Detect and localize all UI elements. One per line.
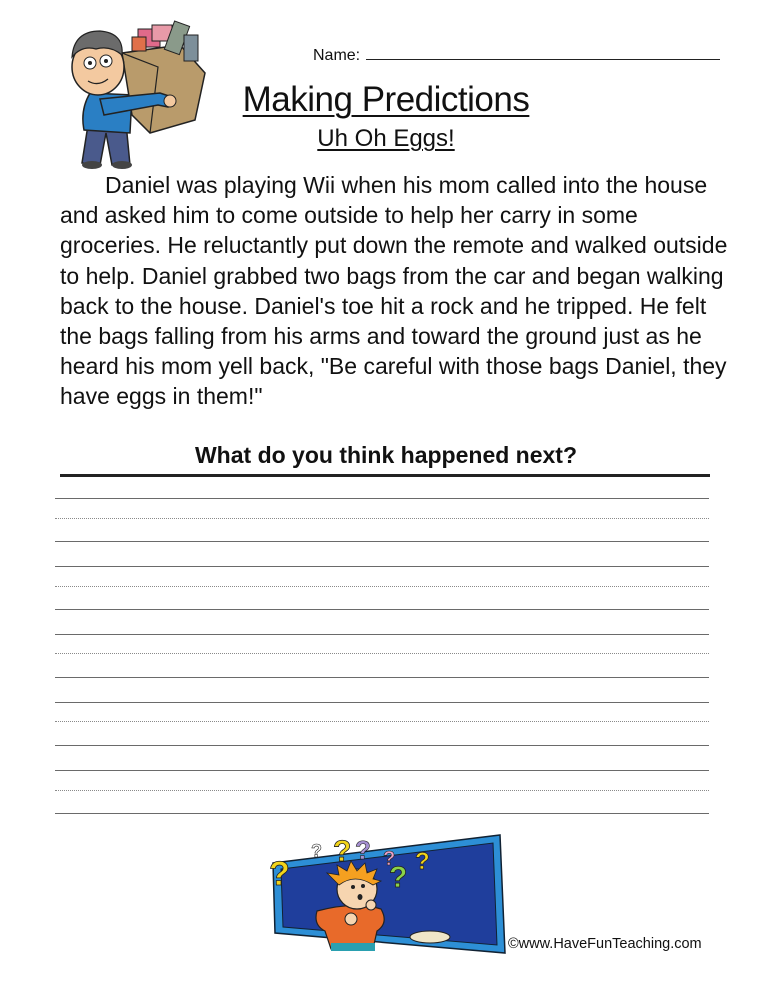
writing-line-top[interactable] [55, 498, 709, 499]
writing-line-base[interactable] [55, 677, 709, 678]
svg-text:?: ? [269, 855, 290, 893]
writing-line-base[interactable] [55, 813, 709, 814]
writing-line-mid[interactable] [55, 721, 709, 722]
writing-line-base[interactable] [55, 609, 709, 610]
svg-text:?: ? [355, 835, 371, 865]
name-field[interactable] [313, 46, 720, 65]
svg-text:?: ? [415, 848, 430, 875]
writing-line-base[interactable] [55, 745, 709, 746]
name-blank-line[interactable] [366, 46, 720, 60]
writing-line-top[interactable] [55, 634, 709, 635]
question-marks-boy-icon [255, 825, 510, 955]
svg-text:?: ? [311, 841, 322, 861]
writing-line-mid[interactable] [55, 586, 709, 587]
question-prompt: What do you think happened next? [194, 442, 578, 468]
story-text: Daniel was playing Wii when his mom called into the house and asked him to come outside to help her carry in some groceries. He reluctantly put down the remote and walked outside to help. Daniel grabbed two bags from the car and began walking back to the house. Daniel's toe hit a rock and he tripped. He felt the bags falling from his arms and toward the ground just as he heard his mom yell back, "Be careful with those bags Daniel, they have eggs in them!" [60, 172, 728, 410]
svg-text:?: ? [333, 835, 352, 868]
name-label: Name: [313, 47, 361, 64]
svg-text:?: ? [383, 848, 396, 870]
copyright-footer: ©www.HaveFunTeaching.com [508, 936, 702, 952]
svg-text:?: ? [389, 861, 408, 894]
question-divider [60, 474, 710, 477]
story-paragraph [60, 170, 728, 412]
page-subtitle [0, 125, 772, 153]
writing-line-mid[interactable] [55, 653, 709, 654]
writing-line-top[interactable] [55, 702, 709, 703]
writing-line-mid[interactable] [55, 518, 709, 519]
writing-line-top[interactable] [55, 770, 709, 771]
writing-line-base[interactable] [55, 541, 709, 542]
writing-line-top[interactable] [55, 566, 709, 567]
writing-line-mid[interactable] [55, 790, 709, 791]
page-title [0, 80, 772, 120]
page-title-text: Making Predictions [242, 80, 530, 119]
page-subtitle-text: Uh Oh Eggs! [317, 125, 455, 152]
confused-boy-chalkboard-illustration [255, 825, 510, 955]
